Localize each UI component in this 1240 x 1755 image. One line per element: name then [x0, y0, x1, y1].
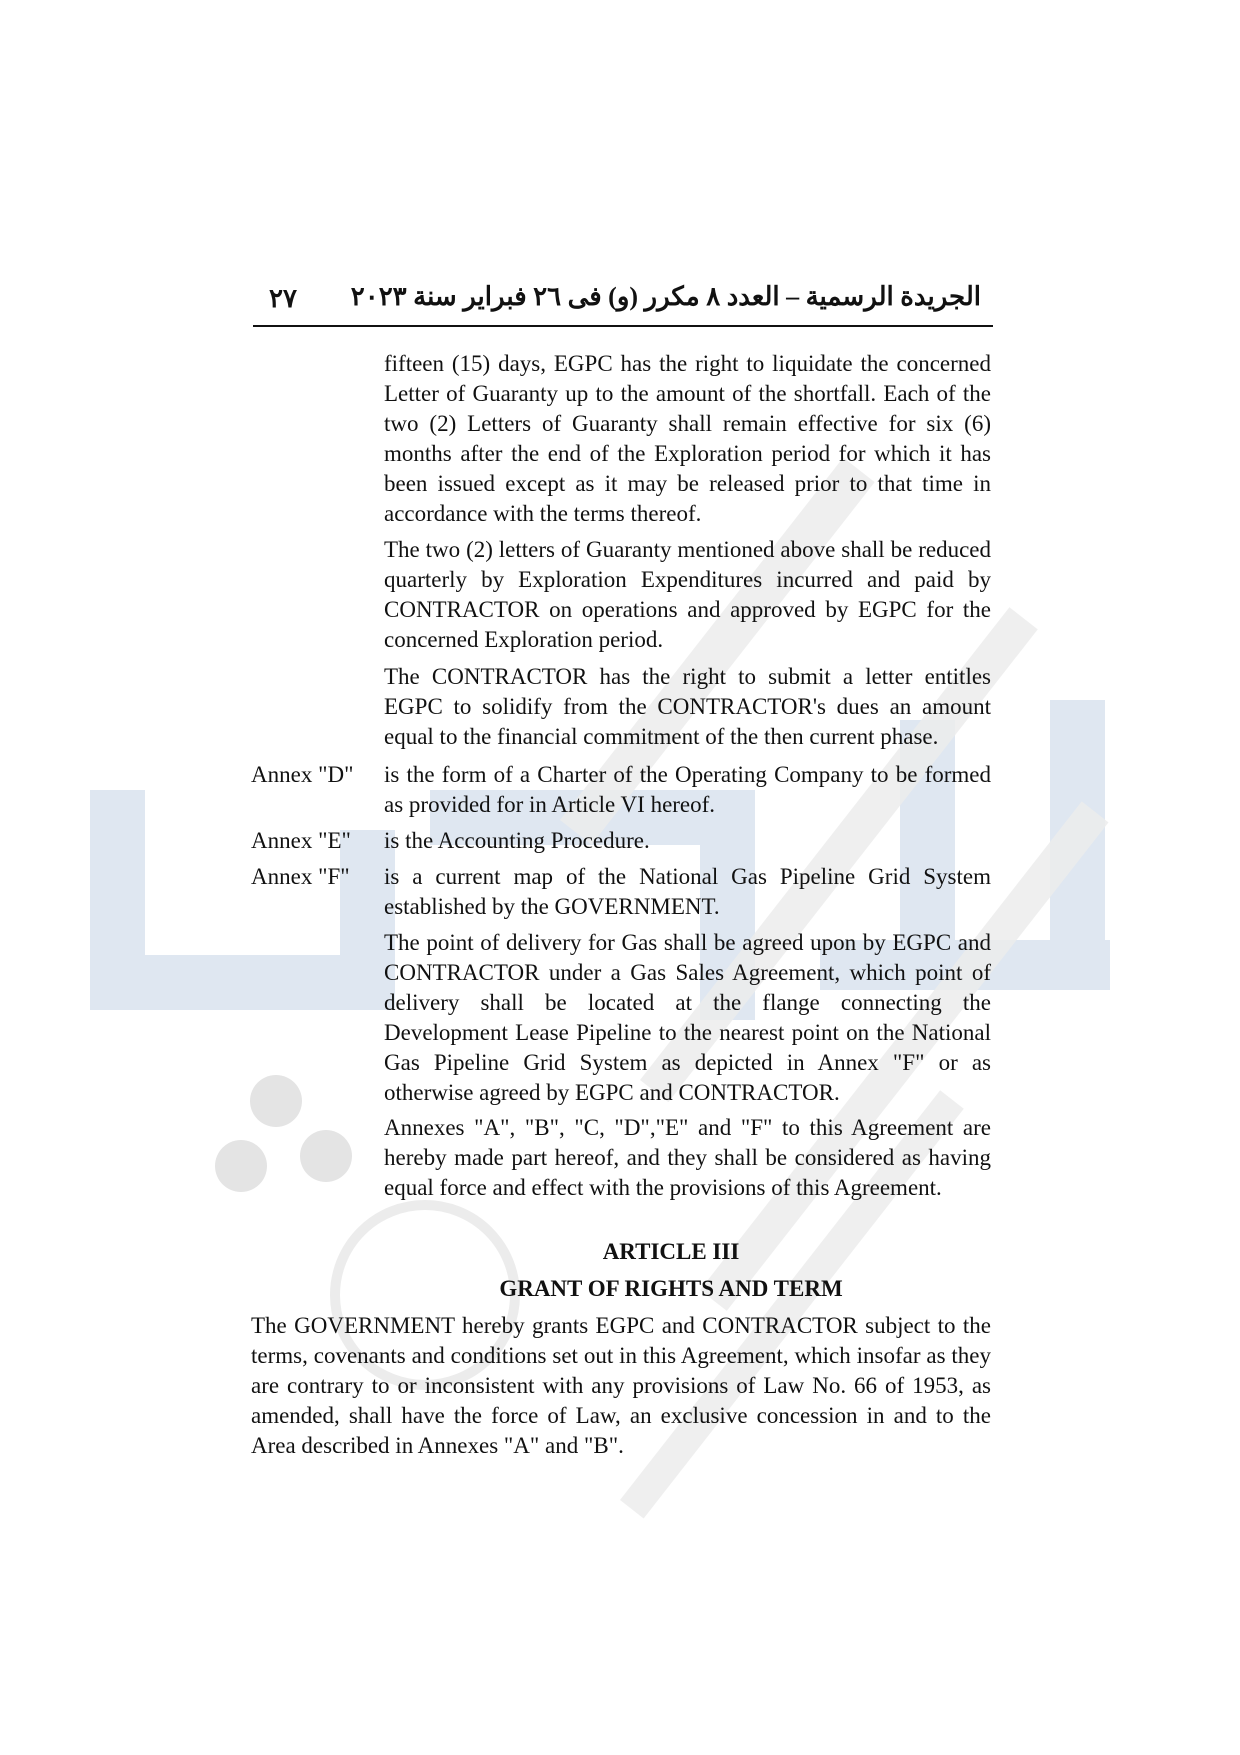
article-body: The GOVERNMENT hereby grants EGPC and CONTRACTOR subject to the terms, covenants and conditions set out in this Agreement, which insofar as they are contrary to or inconsistent with any provisions of Law No. 66 of 1953, as amended, shall have the force of Law, an exclusive concession in and to the Area described in Annexes "A" and "B".	[251, 1313, 991, 1458]
paragraph: The CONTRACTOR has the right to submit a letter entitles EGPC to solidify from the CONTRACTOR's dues an amount equal to the financial commitment of the then current phase.	[384, 664, 991, 749]
paragraph: The point of delivery for Gas shall be agreed upon by EGPC and CONTRACTOR under a Gas Sales Agreement, which point of delivery shall be located at the flange connecting the Development Lease Pipeline to the nearest point on the National Gas Pipeline Grid System as depicted in Annex "F" or as otherwise agreed by EGPC and CONTRACTOR.	[384, 930, 991, 1105]
annex-description: is a current map of the National Gas Pipeline Grid System established by the GOVERNMENT.	[384, 864, 991, 919]
article-number: ARTICLE III	[602, 1239, 740, 1264]
watermark-dot	[250, 1075, 302, 1127]
gazette-title: الجريدة الرسمية – العدد ٨ مكرر (و) فى ٢٦ فبراير سنة ٢٠٢٣	[350, 282, 981, 311]
annex-description: is the Accounting Procedure.	[384, 828, 650, 853]
annex-label: Annex "D"	[251, 762, 354, 787]
annex-label: Annex "F"	[251, 864, 350, 889]
paragraph: Annexes "A", "B", "C, "D","E" and "F" to this Agreement are hereby made part hereof, and they shall be considered as having equal force and effect with the provisions of this Agreement.	[384, 1115, 991, 1200]
watermark-dot	[300, 1130, 352, 1182]
article-title: GRANT OF RIGHTS AND TERM	[499, 1276, 843, 1301]
annex-description: is the form of a Charter of the Operating Company to be formed as provided for in Article VI hereof.	[384, 762, 991, 817]
page-header	[253, 282, 993, 320]
annex-label: Annex "E"	[251, 828, 351, 853]
header-divider	[253, 325, 993, 327]
watermark-dot	[215, 1140, 267, 1192]
paragraph: fifteen (15) days, EGPC has the right to liquidate the concerned Letter of Guaranty up to the amount of the shortfall. Each of the two (2) Letters of Guaranty shall remain effective for six (6) months after the end of the Exploration period for which it has been issued except as it may be released prior to that time in accordance with the terms thereof.	[384, 351, 991, 526]
page-number: ٢٧	[269, 284, 297, 313]
paragraph: The two (2) letters of Guaranty mentioned above shall be reduced quarterly by Exploration Expenditures incurred and paid by CONTRACTOR on operations and approved by EGPC for the concerned Exploration period.	[384, 537, 991, 652]
